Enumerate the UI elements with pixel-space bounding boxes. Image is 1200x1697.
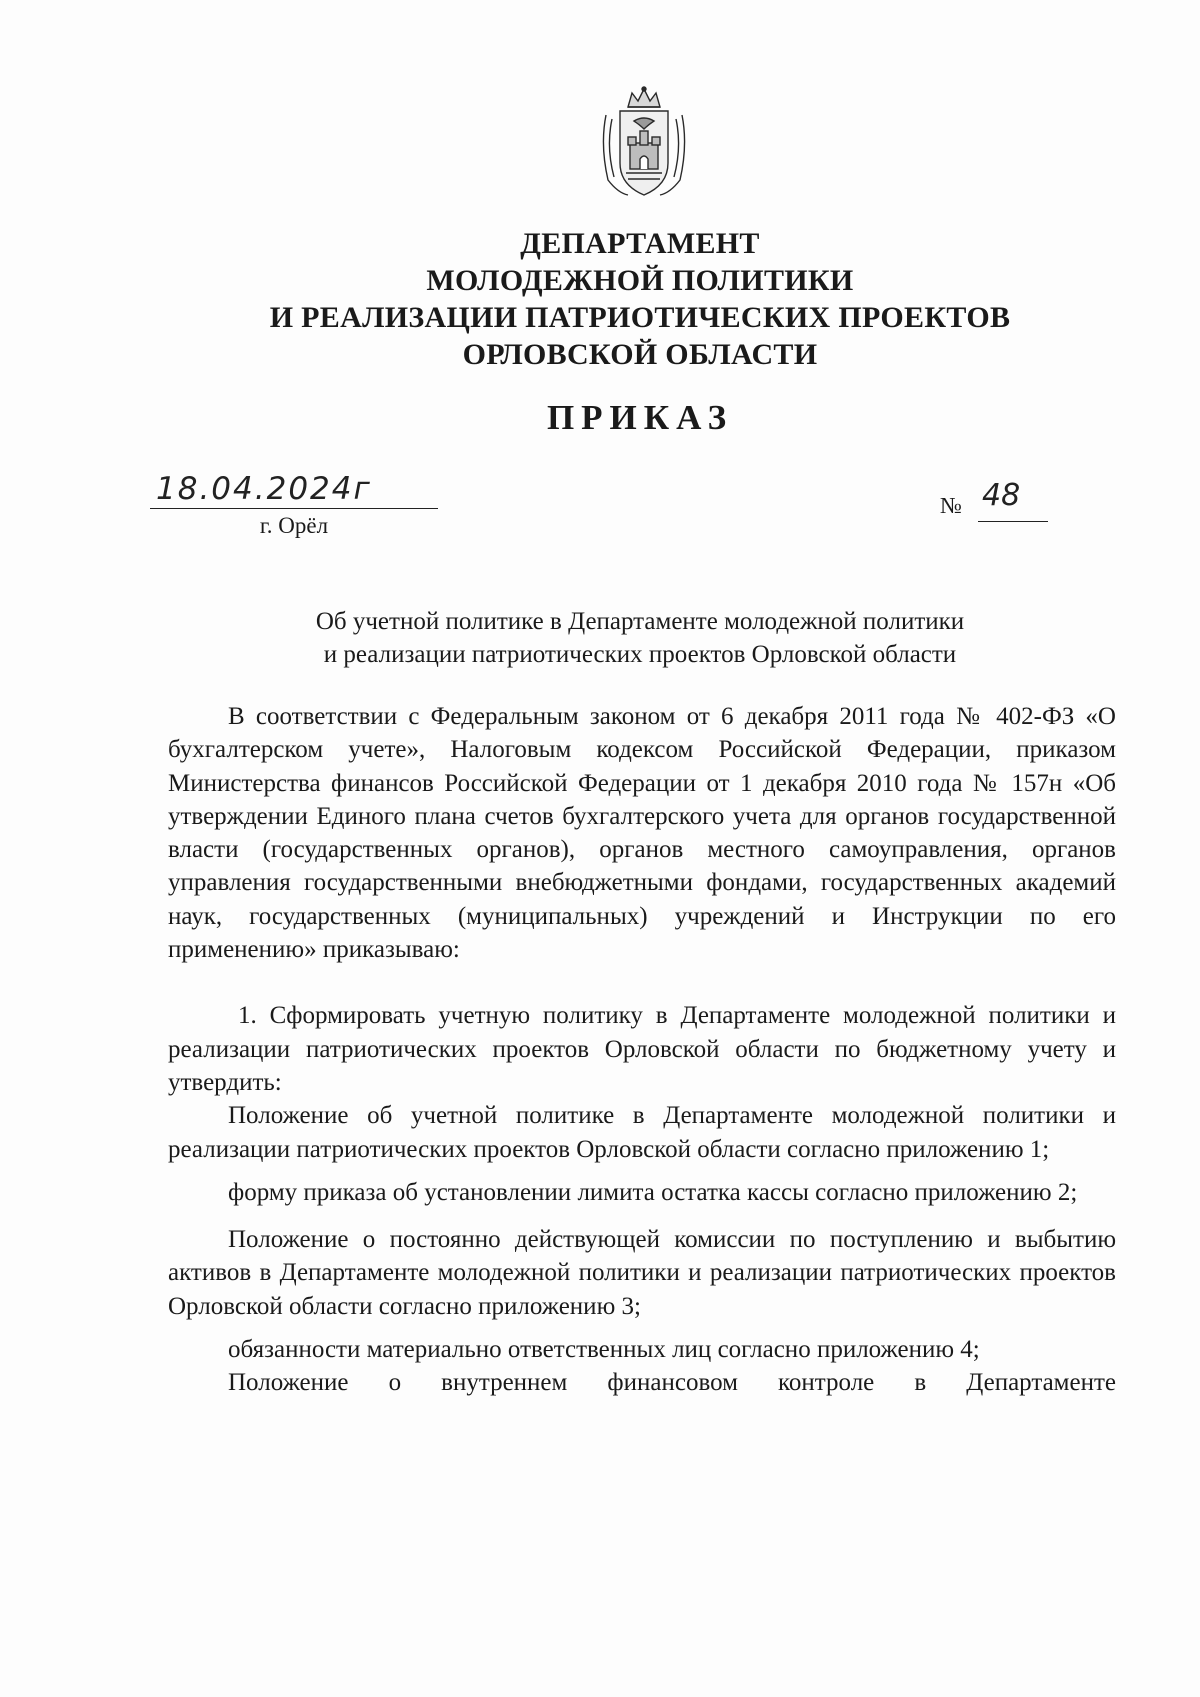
document-type-title: ПРИКАЗ (546, 398, 734, 437)
handwritten-date: 18.04.2024г (156, 471, 372, 507)
subitem-paragraph: Положение о постоянно действующей комиссии по поступлению и выбытию активов в Департаменте молодежной политики и реализации патриотических проектов Орловской области согласно приложению 3; (168, 1226, 1116, 1320)
subitem-paragraph: форму приказа об установлении лимита остатка кассы согласно приложению 2; (228, 1178, 1078, 1206)
department-line: МОЛОДЕЖНОЙ ПОЛИТИКИ (426, 264, 854, 297)
department-line: И РЕАЛИЗАЦИИ ПАТРИОТИЧЕСКИХ ПРОЕКТОВ (269, 301, 1011, 334)
number-sign: № (940, 493, 962, 518)
document-number-block (940, 478, 1050, 523)
date-block (150, 470, 438, 539)
number-underline (978, 521, 1048, 522)
subject-line: и реализации патриотических проектов Орловской области (323, 641, 957, 668)
subitem-paragraph: Положение о внутреннем финансовом контроле в Департаменте (228, 1369, 1116, 1397)
department-line: ОРЛОВСКОЙ ОБЛАСТИ (462, 338, 818, 371)
handwritten-number: 48 (982, 478, 1021, 513)
order-subject (240, 605, 1040, 671)
department-header (200, 225, 1080, 373)
subitem-paragraph: обязанности материально ответственных лиц согласно приложению 4; (228, 1336, 980, 1364)
subitem-paragraph: Положение об учетной политике в Департаменте молодежной политики и реализации патриотических проектов Орловской области согласно приложению 1; (168, 1102, 1116, 1163)
order-body (168, 700, 1116, 1400)
item-1-paragraph: 1. Сформировать учетную политику в Департаменте молодежной политики и реализации патриотических проектов Орловской области по бюджетному учету и утвердить: (168, 1002, 1116, 1096)
city-label: г. Орёл (259, 513, 329, 538)
preamble-paragraph: В соответствии с Федеральным законом от 6 декабря 2011 года № 402-ФЗ «О бухгалтерском учете», Налоговым кодексом Российской Федерации, приказом Министерства финансов Российской Федерации от 1 декабря 2010 года № 157н «Об утверждении Единого плана счетов бухгалтерского учета для органов государственной власти (государственных органов), органов местного самоуправления, органов управления государственными внебюджетными фондами, государственных академий наук, государственных (муниципальных) учреждений и Инструкции по его применению» приказываю: (168, 703, 1116, 964)
subject-line: Об учетной политике в Департаменте молодежной политики (315, 608, 965, 635)
coat-of-arms-emblem (598, 85, 690, 203)
date-underline (150, 508, 438, 509)
department-line: ДЕПАРТАМЕНТ (520, 227, 760, 260)
